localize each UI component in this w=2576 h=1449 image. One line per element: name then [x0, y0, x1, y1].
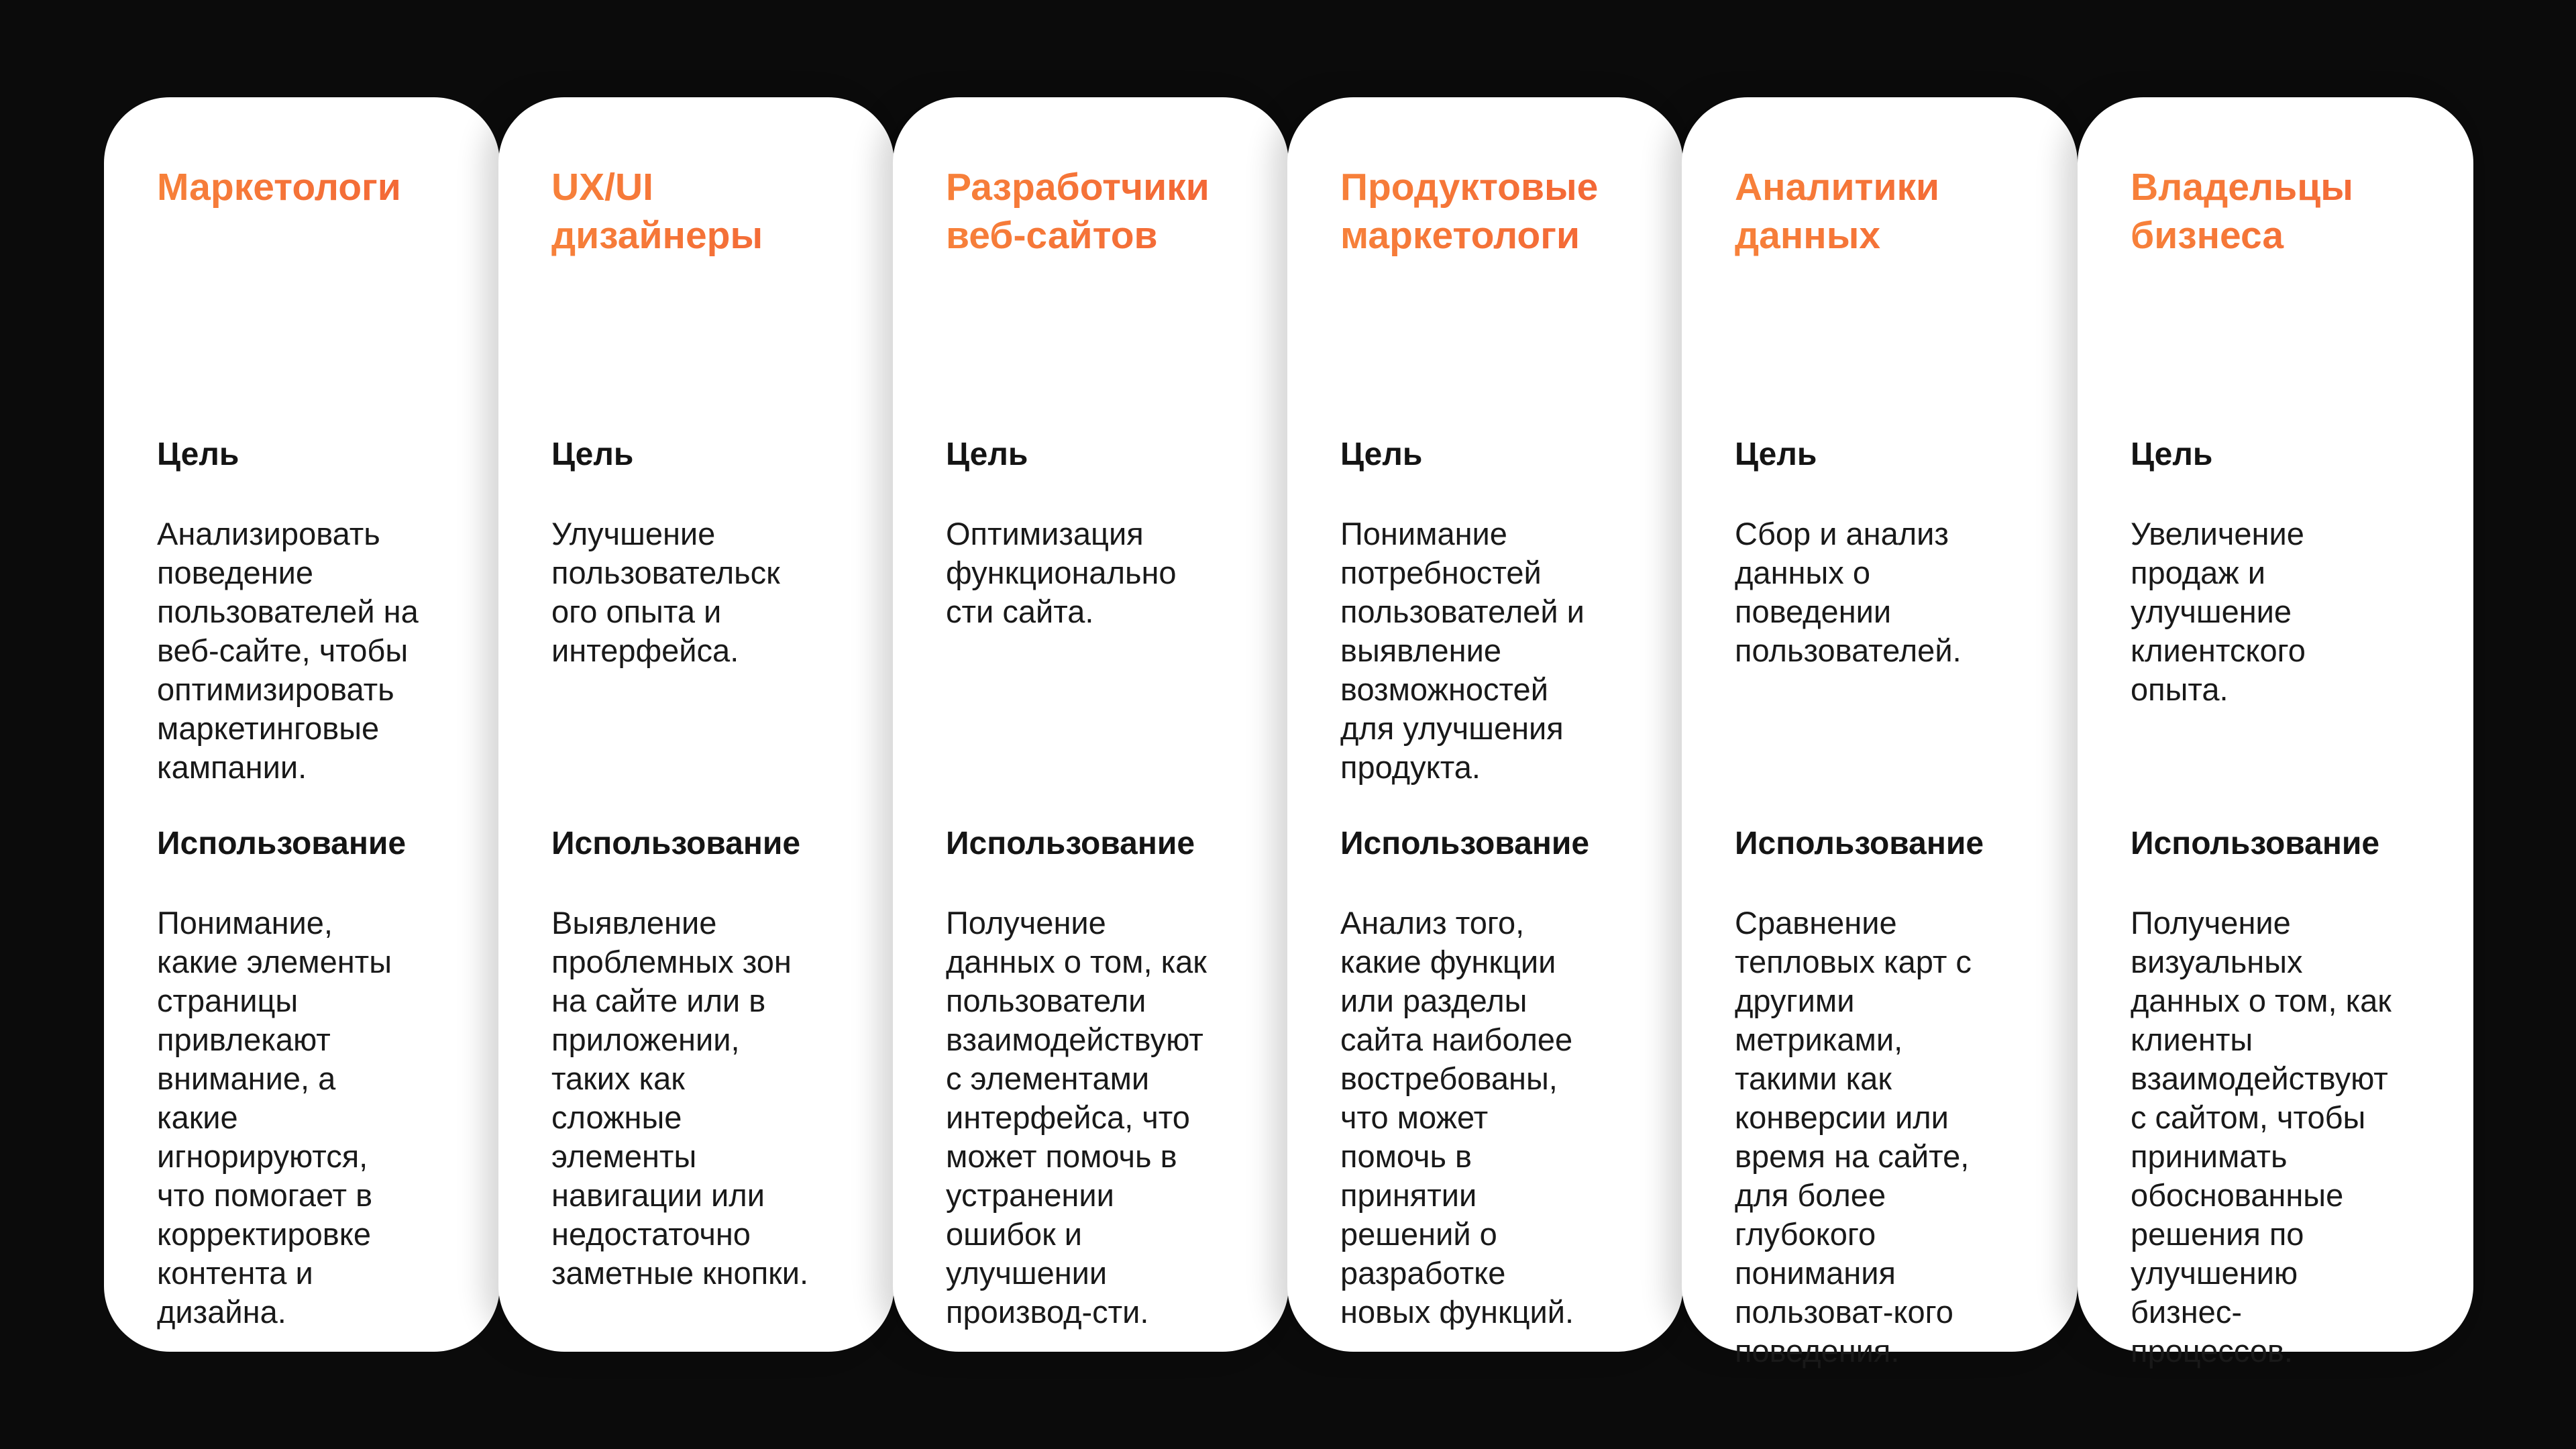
audience-card-ux-ui-designers [498, 97, 894, 1352]
usage-label: Использование [551, 826, 801, 861]
audience-card-web-developers [893, 97, 1289, 1352]
audience-board [104, 97, 2473, 1368]
usage-text: Анализ того, какие функции или разделы сайта наиболее востребованы, что может помочь в принятии решений о разработке новых функций. [1340, 905, 1574, 1330]
goal-text: Увеличение продаж и улучшение клиентского опыта. [2131, 516, 2306, 707]
goal-text: Улучшение пользовательск ого опыта и интерфейса. [551, 516, 780, 668]
usage-label: Использование [2131, 826, 2380, 861]
audience-card-business-owners [2078, 97, 2473, 1368]
card-title: Аналитики данных [1735, 163, 2057, 260]
usage-text: Получение визуальных данных о том, как клиенты взаимодействуют с сайтом, чтобы принимать обоснованные решения по улучшению бизнес- процессов. [2131, 905, 2392, 1368]
usage-label: Использование [1340, 826, 1590, 861]
goal-text: Оптимизация функционально сти сайта. [946, 516, 1177, 629]
goal-label: Цель [2131, 437, 2213, 472]
usage-text: Сравнение тепловых карт с другими метриками, такими как конверсии или время на сайте, для более глубокого понимания пользоват-кого поведения. [1735, 905, 1972, 1368]
goal-label: Цель [157, 437, 239, 472]
usage-text: Понимание, какие элементы страницы привлекают внимание, а какие игнорируются, что помогает в корректировке контента и дизайна. [157, 905, 392, 1330]
audience-card-marketers [104, 97, 500, 1352]
goal-text: Понимание потребностей пользователей и выявление возможностей для улучшения продукта. [1340, 516, 1585, 785]
goal-label: Цель [1735, 437, 1817, 472]
goal-label: Цель [946, 437, 1028, 472]
audience-card-product-marketers [1287, 97, 1683, 1352]
audience-card-data-analysts [1682, 97, 2078, 1368]
card-title: Продуктовые маркетологи [1340, 163, 1662, 260]
usage-label: Использование [946, 826, 1195, 861]
usage-text: Получение данных о том, как пользователи взаимодействуют с элементами интерфейса, что может помочь в устранении ошибок и улучшении производ-сти. [946, 905, 1207, 1330]
goal-label: Цель [551, 437, 634, 472]
card-title: UX/UI дизайнеры [551, 163, 873, 260]
goal-text: Сбор и анализ данных о поведении пользователей. [1735, 516, 1962, 668]
usage-text: Выявление проблемных зон на сайте или в приложении, таких как сложные элементы навигации или недостаточно заметные кнопки. [551, 905, 809, 1291]
usage-label: Использование [1735, 826, 1984, 861]
card-title: Владельцы бизнеса [2131, 163, 2453, 260]
goal-text: Анализировать поведение пользователей на веб-сайте, чтобы оптимизировать маркетинговые кампании. [157, 516, 419, 785]
card-title: Разработчики веб-сайтов [946, 163, 1268, 260]
card-title: Маркетологи [157, 163, 479, 211]
usage-label: Использование [157, 826, 407, 861]
goal-label: Цель [1340, 437, 1423, 472]
